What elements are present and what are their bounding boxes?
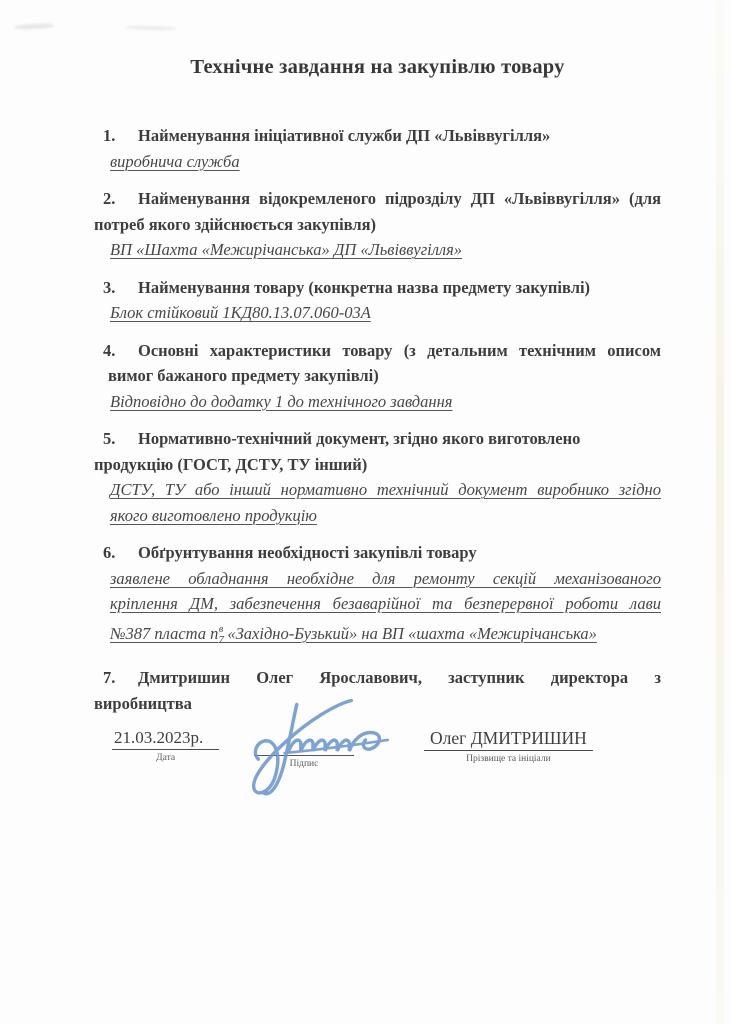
spec-item-7 [94, 665, 661, 716]
item-heading-text: Найменування товару (конкретна назва предмету закупівлі) [138, 277, 591, 297]
document-content [94, 56, 661, 820]
item-heading-line: потреб якого здійснюється закупівля) [94, 214, 377, 234]
item-heading-line [94, 540, 661, 566]
item-heading-text: Основні характеристики товару (з детальним технічним описом [138, 340, 661, 360]
item-answer-line: заявлене обладнання необхідне для ремонту секцій механізованого [110, 568, 661, 588]
item-answer-line: ВП «Шахта «Межирічанська» ДП «Львіввугілля» [110, 240, 463, 259]
item-answer-line: виробнича служба [110, 151, 240, 171]
item-heading-line: продукцію (ГОСТ, ДСТУ, ТУ інший) [94, 454, 368, 474]
scan-smudge [14, 23, 54, 30]
item-answer-line: якого виготовлено продукцію [110, 505, 317, 525]
item-answer-line: Блок стійковий 1КД80.13.07.060-03А [110, 303, 371, 322]
scan-smudge [126, 25, 176, 31]
item-number: 5. [103, 429, 116, 448]
seam-formula-post: «Західно-Бузький» на ВП «шахта «Межирічанська» [223, 623, 597, 643]
item-answer-line: кріплення ДМ, забезпечення безаварійної та безперервної роботи лави [110, 594, 661, 613]
item-heading-text: Найменування ініціативної служби ДП «Львіввугілля» [138, 126, 551, 145]
signature-line [254, 728, 354, 756]
item-number: 7. [103, 668, 116, 687]
item-heading-text: Обґрунтування необхідності закупівлі товару [138, 543, 477, 562]
date-field [112, 728, 219, 764]
item-heading-text: Дмитришин Олег Ярославович, заступник директора з [138, 668, 661, 687]
item-heading-line: вимог бажаного предмету закупівлі) [108, 366, 379, 385]
item-answer-line: Відповідно до додатку 1 до технічного завдання [110, 391, 453, 411]
item-heading-line [94, 123, 661, 149]
spec-item-2 [94, 186, 661, 263]
spec-item-3 [94, 275, 661, 326]
item-heading-line [94, 186, 661, 212]
name-value: Олег ДМИТРИШИН [424, 728, 593, 751]
name-label: Прізвище та ініціали [466, 754, 551, 764]
date-label: Дата [156, 753, 176, 763]
item-heading-line [94, 426, 661, 452]
item-number: 3. [103, 277, 116, 297]
seam-formula-pre: №387 пласта n [110, 623, 219, 643]
seam-index-superscript: в [218, 623, 224, 635]
spec-item-6 [94, 540, 661, 653]
spec-item-5 [94, 426, 661, 528]
name-field [424, 728, 593, 765]
item-heading-line: виробництва [94, 693, 192, 713]
item-number: 6. [103, 543, 116, 562]
seam-index-subscript: 7 [218, 633, 224, 646]
signature-label: Підпис [289, 759, 319, 769]
spec-item-4 [94, 338, 661, 415]
item-heading-line [94, 275, 661, 301]
scan-edge-artifact [716, 0, 724, 1024]
item-number: 4. [103, 340, 116, 360]
item-heading-line [94, 665, 661, 691]
item-answer-line [94, 617, 661, 654]
item-answer-line: ДСТУ, ТУ або інший нормативно технічний документ виробнико згідно [110, 480, 661, 499]
item-number: 1. [103, 126, 116, 145]
item-number: 2. [103, 189, 116, 208]
item-heading-line [94, 338, 661, 364]
signature-field [244, 728, 364, 770]
page-title: Технічне завдання на закупівлю товару [190, 56, 565, 78]
item-heading-text: Нормативно-технічний документ, згідно якого виготовлено [138, 429, 581, 448]
item-heading-text: Найменування відокремленого підрозділу ДП «Львіввугілля» (для [138, 189, 661, 208]
date-value: 21.03.2023р. [112, 728, 219, 750]
signature-block [94, 728, 661, 820]
spec-item-1 [94, 123, 661, 174]
